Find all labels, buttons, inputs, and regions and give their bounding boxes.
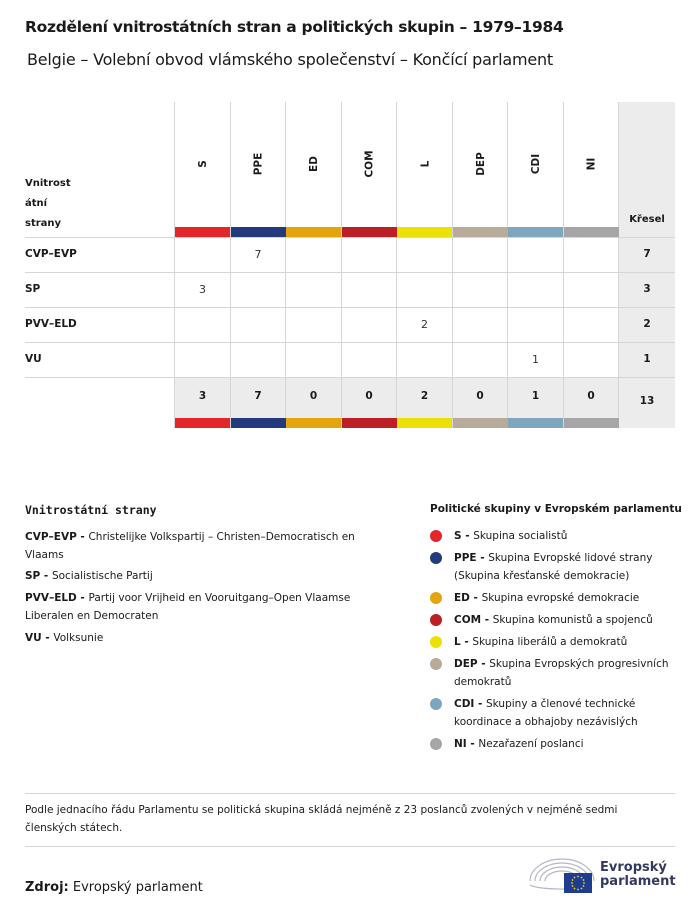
color-dot-icon <box>430 530 442 542</box>
row-party-label: CVP–EVP <box>25 248 77 260</box>
group-header-ppe <box>231 102 287 226</box>
group-total-cell: 1 <box>531 390 540 402</box>
seat-distribution-table <box>25 102 675 428</box>
party-legend-item <box>25 589 375 625</box>
group-total-cell: 3 <box>198 390 207 402</box>
group-legend-abbr: L - <box>454 636 473 648</box>
color-dot-icon <box>430 614 442 626</box>
row-party-label: SP <box>25 283 41 295</box>
group-legend-name: Skupina Evropských progresivních demokratů <box>454 658 669 688</box>
european-parliament-logo <box>528 855 678 895</box>
group-header-label: CDI <box>530 153 542 175</box>
group-total-cell: 0 <box>587 390 595 402</box>
top-color-bar-dep <box>453 227 508 237</box>
group-total-cell: 0 <box>309 390 318 402</box>
group-header-ni <box>564 102 620 226</box>
page-subtitle: Belgie – Volební obvod vlámského společenství – Končící parlament <box>27 50 554 69</box>
logo-line1: Evropský <box>600 860 667 875</box>
source-value: Evropský parlament <box>72 880 203 895</box>
group-legend-item <box>430 633 680 651</box>
group-legend-name: Skupiny a členové technické koordinace a obhajoby nezávislých <box>454 698 638 728</box>
row-seat-total: 3 <box>643 283 651 295</box>
group-legend-name: Skupina socialistů <box>473 530 568 542</box>
group-legend-text <box>430 527 680 545</box>
group-header-label: COM <box>363 150 376 178</box>
group-total-cell: 7 <box>254 390 262 402</box>
party-legend-name: Socialistische Partij <box>51 570 153 582</box>
group-total-cell: 2 <box>420 390 429 402</box>
group-legend-name: Skupina liberálů a demokratů <box>472 636 628 648</box>
top-color-bar-cdi <box>508 227 563 237</box>
group-legend-text <box>430 611 680 629</box>
group-legend-abbr: NI - <box>454 738 479 750</box>
group-legend-text <box>430 695 680 731</box>
bottom-color-bar-cdi <box>508 418 563 428</box>
group-header-l <box>397 102 453 226</box>
color-dot-icon <box>430 698 442 710</box>
color-dot-icon <box>430 552 442 564</box>
group-header-dep <box>453 102 509 226</box>
group-legend-abbr: CDI - <box>454 698 486 710</box>
top-color-bar-ni <box>564 227 619 237</box>
group-legend-title: Politické skupiny v Evropském parlamentu <box>430 503 682 515</box>
group-header-label: PPE <box>252 152 265 176</box>
party-legend-title: Vnitrostátní strany <box>25 503 157 517</box>
footnote: Podle jednacího řádu Parlamentu se politická skupina skládá nejméně z 23 poslanců zvolených v nejméně sedmi členských státech. <box>25 804 618 834</box>
divider <box>25 846 675 847</box>
group-header-com <box>342 102 398 226</box>
group-header-label: ED <box>307 156 320 172</box>
party-legend-name: Volksunie <box>53 632 104 644</box>
group-legend-text <box>430 735 680 753</box>
party-legend-abbr: PVV–ELD - <box>25 592 89 604</box>
group-legend-name: Skupina evropské demokracie <box>481 592 640 604</box>
group-legend-text <box>430 633 680 651</box>
row-seat-total: 2 <box>643 318 651 330</box>
group-header-s <box>175 102 231 226</box>
row-separator <box>25 377 675 378</box>
group-legend-name: Skupina komunistů a spojenců <box>492 614 653 626</box>
seat-count-cell: 3 <box>199 283 206 296</box>
top-color-bar-ppe <box>231 227 286 237</box>
bottom-color-bar-ed <box>286 418 341 428</box>
group-total-cell: 0 <box>365 390 373 402</box>
group-header-ed <box>286 102 342 226</box>
group-legend-abbr: PPE - <box>454 552 489 564</box>
group-header-cdi <box>508 102 564 226</box>
row-party-label: PVV–ELD <box>25 318 77 330</box>
group-total-cell: 0 <box>476 390 484 402</box>
bottom-color-bar-l <box>397 418 452 428</box>
group-legend-text <box>430 655 680 691</box>
group-legend-item <box>430 655 680 691</box>
color-dot-icon <box>430 738 442 750</box>
group-legend-item <box>430 549 680 585</box>
source-label: Zdroj: <box>25 880 69 895</box>
seat-count-cell: 1 <box>532 353 539 366</box>
color-dot-icon <box>430 658 442 670</box>
party-column-header-line: átní <box>25 198 48 209</box>
top-color-bar-s <box>175 227 230 237</box>
grand-total-seats: 13 <box>639 395 655 407</box>
group-header-label: DEP <box>474 152 487 176</box>
page-title: Rozdělení vnitrostátních stran a politických skupin – 1979–1984 <box>25 18 564 36</box>
group-legend-name: Skupina Evropské lidové strany (Skupina křesťanské demokracie) <box>454 552 653 582</box>
bottom-color-bar-ni <box>564 418 619 428</box>
group-header-label: L <box>418 160 431 168</box>
group-header-label: S <box>197 160 209 168</box>
divider <box>25 793 675 794</box>
party-column-header <box>25 174 85 234</box>
source-line <box>25 880 203 895</box>
group-legend-item <box>430 695 680 731</box>
row-party-label: VU <box>25 353 42 365</box>
row-separator <box>25 307 675 308</box>
bottom-color-bar-ppe <box>231 418 286 428</box>
party-legend-abbr: CVP–EVP - <box>25 531 89 543</box>
row-separator <box>25 272 675 273</box>
group-legend-abbr: COM - <box>454 614 493 626</box>
seat-count-cell: 2 <box>421 318 428 331</box>
row-separator <box>25 342 675 343</box>
logo-line2: parlament <box>600 874 676 889</box>
group-legend-text <box>430 549 680 585</box>
bottom-color-bar-com <box>342 418 397 428</box>
group-legend-item <box>430 589 680 607</box>
party-legend-name: Partij voor Vrijheid en Vooruitgang–Open Vlaamse Liberalen en Democraten <box>25 592 351 622</box>
color-dot-icon <box>430 636 442 648</box>
group-legend-item <box>430 735 680 753</box>
group-legend-name: Nezařazení poslanci <box>478 738 584 750</box>
row-seat-total: 1 <box>643 353 651 365</box>
group-legend-item <box>430 527 680 545</box>
top-color-bar-ed <box>286 227 341 237</box>
parliament-hemicycle-icon <box>528 855 596 895</box>
color-dot-icon <box>430 592 442 604</box>
group-legend-item <box>430 611 680 629</box>
group-legend-abbr: ED - <box>454 592 482 604</box>
group-legend-abbr: DEP - <box>454 658 490 670</box>
party-legend-item <box>25 629 375 647</box>
top-color-bar-com <box>342 227 397 237</box>
seat-count-cell: 7 <box>254 248 262 261</box>
top-color-bar-l <box>397 227 452 237</box>
group-legend-text <box>430 589 680 607</box>
group-legend-abbr: S - <box>454 530 474 542</box>
bottom-color-bar-s <box>175 418 230 428</box>
seats-column-header: Křesel <box>629 214 665 225</box>
party-legend-abbr: SP - <box>25 570 52 582</box>
group-header-label: NI <box>585 157 598 171</box>
party-legend-name: Christelijke Volkspartij – Christen–Democratisch en Vlaams <box>25 531 355 561</box>
row-separator <box>25 237 675 238</box>
party-column-header-line: strany <box>25 218 62 229</box>
party-legend-item <box>25 528 375 564</box>
party-column-header-line: Vnitrost <box>25 178 71 189</box>
party-legend-abbr: VU - <box>25 632 54 644</box>
party-legend-item <box>25 567 375 585</box>
bottom-color-bar-dep <box>453 418 508 428</box>
row-seat-total: 7 <box>643 248 651 260</box>
